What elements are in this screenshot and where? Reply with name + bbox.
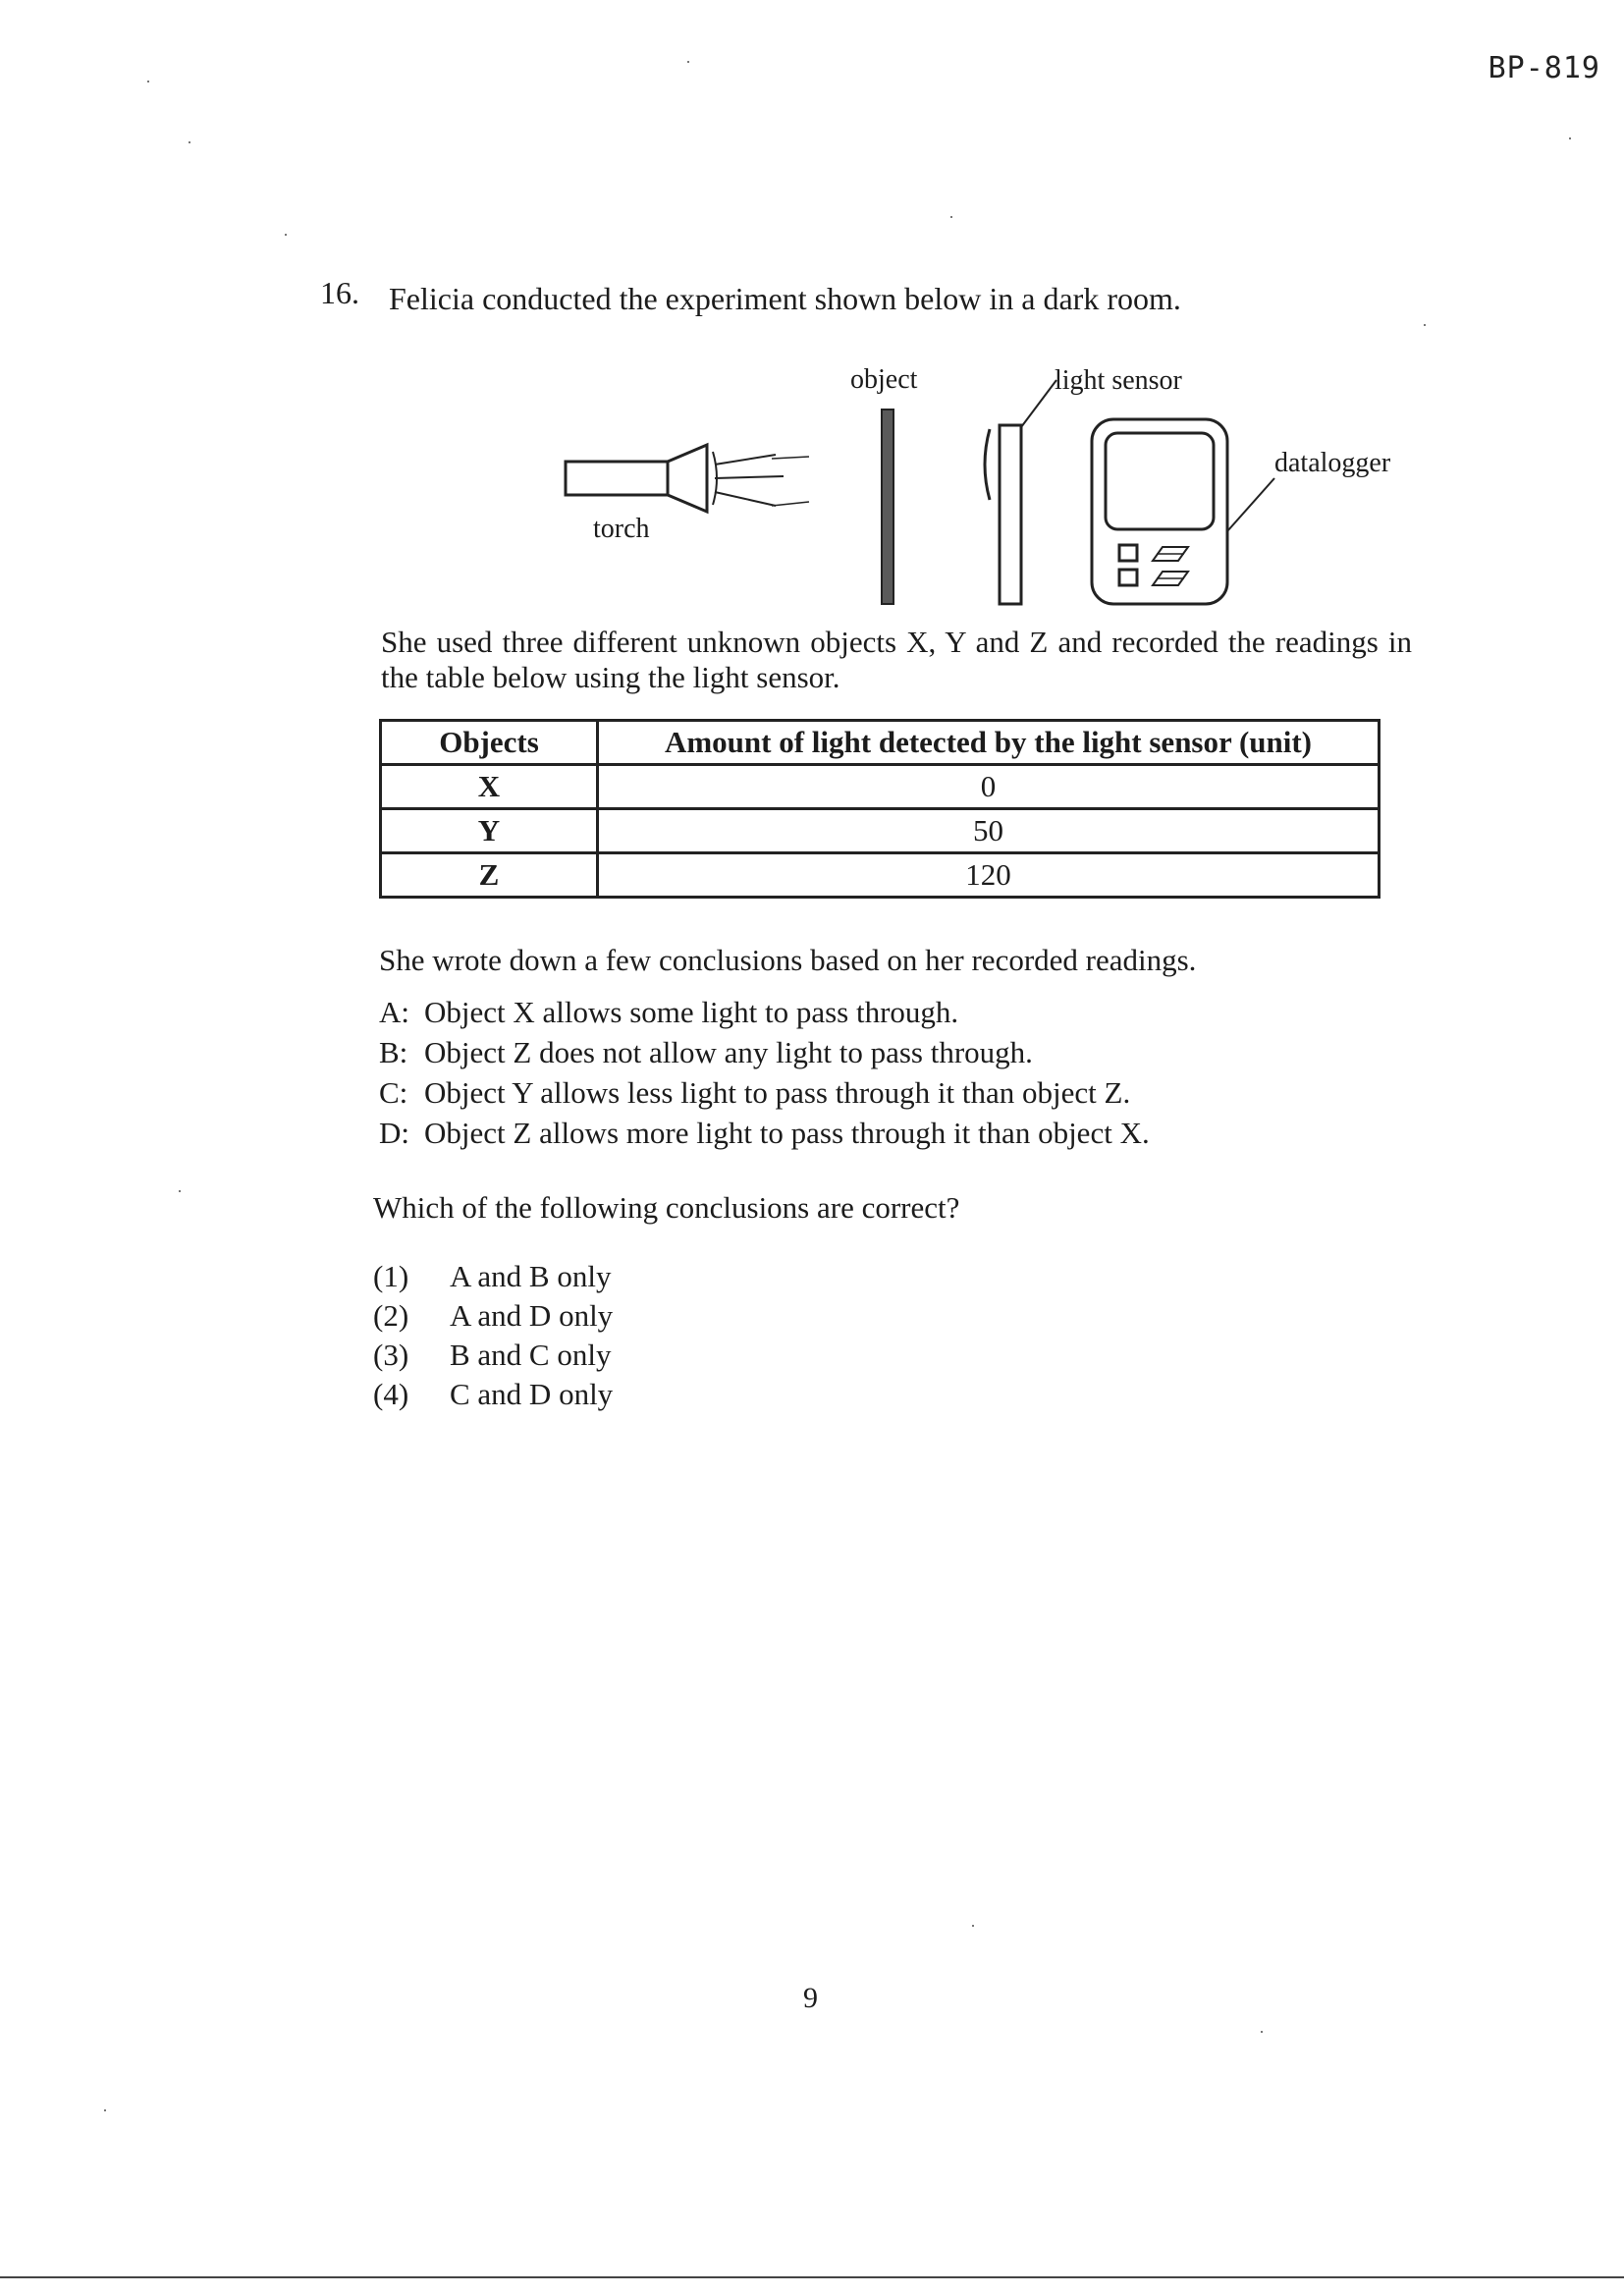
object-label: object bbox=[850, 364, 918, 395]
table-row bbox=[381, 765, 1380, 809]
scan-speck bbox=[147, 81, 149, 82]
experiment-diagram bbox=[550, 358, 1434, 614]
light-sensor-illustration bbox=[985, 380, 1056, 604]
option-2[interactable] bbox=[373, 1296, 613, 1336]
scan-speck bbox=[189, 141, 190, 143]
option-text: B and C only bbox=[450, 1338, 612, 1372]
scan-speck bbox=[104, 2109, 106, 2111]
scan-speck bbox=[179, 1190, 181, 1192]
conclusion-letter: D: bbox=[379, 1116, 409, 1150]
table-row bbox=[381, 853, 1380, 898]
scan-speck bbox=[687, 61, 689, 63]
cell-value: 50 bbox=[598, 809, 1380, 853]
conclusion-letter: A: bbox=[379, 995, 409, 1029]
option-number: (4) bbox=[373, 1377, 409, 1411]
conclusion-text: Object Z allows more light to pass through it than object X. bbox=[424, 1116, 1150, 1150]
object-plate bbox=[882, 410, 893, 604]
answer-options bbox=[373, 1257, 613, 1414]
scan-speck bbox=[1424, 324, 1426, 326]
results-table bbox=[379, 719, 1380, 899]
light-sensor-label: light sensor bbox=[1055, 365, 1182, 396]
document-code: BP-819 bbox=[1488, 51, 1600, 85]
option-text: A and D only bbox=[450, 1298, 614, 1333]
option-number: (1) bbox=[373, 1259, 409, 1293]
header-objects: Objects bbox=[381, 721, 598, 765]
torch-label: torch bbox=[593, 514, 650, 544]
conclusion-text: Object Z does not allow any light to pass through. bbox=[424, 1035, 1033, 1069]
cell-object: Z bbox=[381, 853, 598, 898]
cell-object: Y bbox=[381, 809, 598, 853]
question-number: 16. bbox=[320, 275, 359, 310]
option-3[interactable] bbox=[373, 1336, 613, 1375]
question-prompt: Which of the following conclusions are correct? bbox=[373, 1190, 960, 1225]
cell-value: 0 bbox=[598, 765, 1380, 809]
header-amount: Amount of light detected by the light sensor (unit) bbox=[598, 721, 1380, 765]
conclusion-item bbox=[379, 992, 1150, 1032]
conclusion-letter: B: bbox=[379, 1035, 408, 1069]
question-text: Felicia conducted the experiment shown below in a dark room. bbox=[389, 281, 1181, 316]
conclusion-item bbox=[379, 1113, 1150, 1153]
datalogger-label: datalogger bbox=[1274, 448, 1391, 478]
scan-speck bbox=[972, 1925, 974, 1927]
option-text: C and D only bbox=[450, 1377, 614, 1411]
scan-edge-line bbox=[0, 2276, 1624, 2278]
conclusion-item bbox=[379, 1032, 1150, 1072]
cell-value: 120 bbox=[598, 853, 1380, 898]
table-header-row bbox=[381, 721, 1380, 765]
cell-object: X bbox=[381, 765, 598, 809]
option-number: (3) bbox=[373, 1338, 409, 1372]
conclusion-letter: C: bbox=[379, 1075, 408, 1110]
conclusion-text: Object X allows some light to pass through. bbox=[424, 995, 959, 1029]
conclusions-intro: She wrote down a few conclusions based on her recorded readings. bbox=[379, 943, 1197, 977]
option-number: (2) bbox=[373, 1298, 409, 1333]
scan-speck bbox=[1261, 2031, 1263, 2033]
page-number: 9 bbox=[803, 1982, 818, 2014]
question-intro: She used three different unknown objects X, Y and Z and recorded the readings in the table below using the light sensor. bbox=[381, 625, 1412, 694]
conclusions-list bbox=[379, 992, 1150, 1153]
conclusion-text: Object Y allows less light to pass through it than object Z. bbox=[424, 1075, 1131, 1110]
torch-illustration bbox=[566, 445, 809, 512]
scan-speck bbox=[285, 234, 287, 236]
option-text: A and B only bbox=[450, 1259, 612, 1293]
scan-speck bbox=[1569, 137, 1571, 139]
conclusion-item bbox=[379, 1072, 1150, 1113]
option-4[interactable] bbox=[373, 1375, 613, 1414]
option-1[interactable] bbox=[373, 1257, 613, 1296]
table-row bbox=[381, 809, 1380, 853]
datalogger-illustration bbox=[1092, 419, 1274, 604]
scan-speck bbox=[950, 216, 952, 218]
